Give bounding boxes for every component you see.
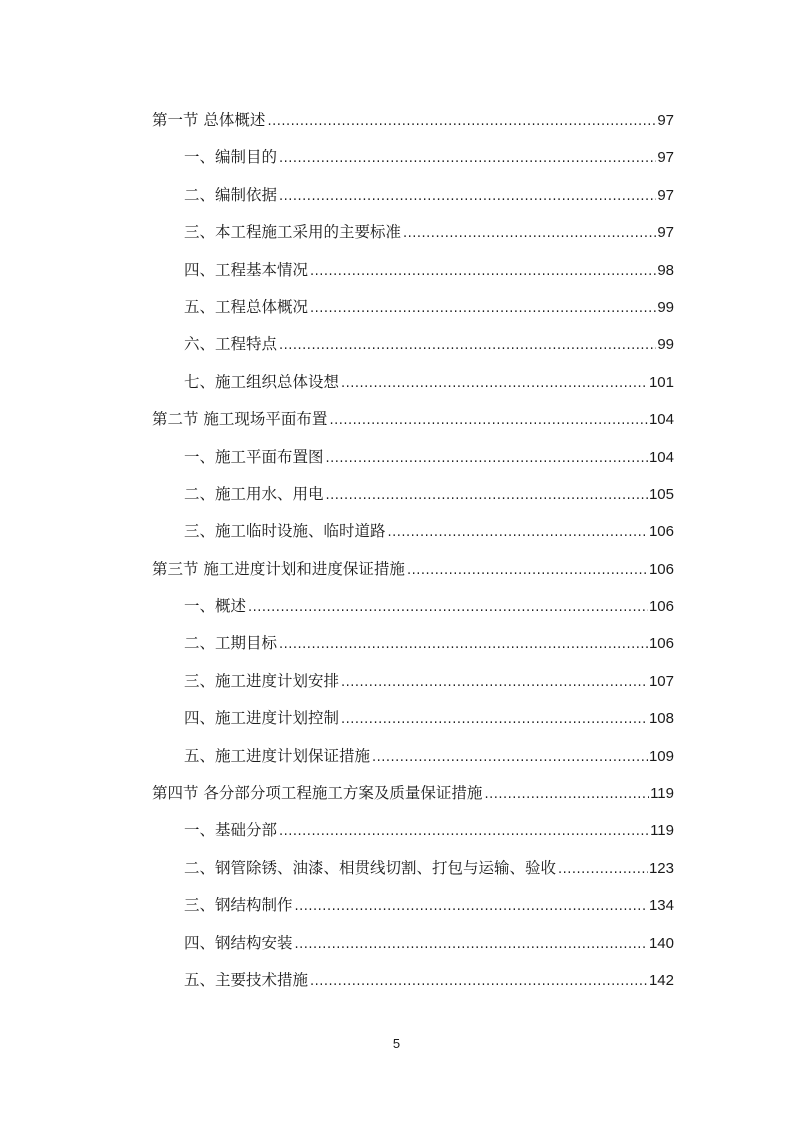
toc-entry[interactable] bbox=[152, 332, 674, 369]
toc-entry-title: 二、钢管除锈、油漆、相贯线切割、打包与运输、验收 bbox=[184, 858, 557, 877]
toc-entry[interactable] bbox=[152, 183, 674, 220]
dot-leader bbox=[326, 447, 648, 471]
toc-entry-page: 134 bbox=[648, 897, 674, 915]
toc-entry-title: 三、钢结构制作 bbox=[184, 896, 293, 915]
toc-entry-page: 106 bbox=[648, 523, 674, 541]
toc-entry-title: 四、施工进度计划控制 bbox=[184, 709, 340, 728]
dot-leader bbox=[329, 409, 648, 433]
toc-entry-page: 101 bbox=[648, 373, 674, 391]
toc-entry-page: 99 bbox=[657, 298, 674, 316]
dot-leader bbox=[326, 484, 648, 508]
toc-entry-page: 98 bbox=[657, 261, 674, 279]
toc-entry-title: 一、编制目的 bbox=[184, 148, 278, 167]
dot-leader bbox=[248, 596, 648, 620]
toc-entry[interactable] bbox=[152, 258, 674, 295]
toc-entry-title: 二、编制依据 bbox=[184, 185, 278, 204]
toc-entry-page: 104 bbox=[648, 448, 674, 466]
toc-entry-title: 六、工程特点 bbox=[184, 335, 278, 354]
toc-entry-page: 104 bbox=[648, 411, 674, 429]
dot-leader bbox=[279, 633, 648, 657]
dot-leader bbox=[279, 820, 649, 844]
toc-entry[interactable] bbox=[152, 781, 674, 818]
dot-leader bbox=[295, 933, 648, 957]
toc-entry-page: 142 bbox=[648, 971, 674, 989]
dot-leader bbox=[341, 372, 648, 396]
toc-entry[interactable] bbox=[152, 295, 674, 332]
dot-leader bbox=[295, 895, 648, 919]
toc-entry-title: 七、施工组织总体设想 bbox=[184, 372, 340, 391]
dot-leader bbox=[310, 970, 648, 994]
toc-entry-page: 140 bbox=[648, 934, 674, 952]
toc-entry[interactable] bbox=[152, 669, 674, 706]
toc-entry-page: 106 bbox=[648, 598, 674, 616]
toc-entry[interactable] bbox=[152, 744, 674, 781]
toc-entry-title: 四、工程基本情况 bbox=[184, 260, 309, 279]
toc-entry-title: 一、施工平面布置图 bbox=[184, 447, 324, 466]
dot-leader bbox=[279, 147, 656, 171]
toc-entry-page: 97 bbox=[657, 186, 674, 204]
toc-entry-page: 97 bbox=[657, 149, 674, 167]
toc-entry-title: 第三节 施工进度计划和进度保证措施 bbox=[152, 559, 405, 578]
toc-entry-page: 119 bbox=[650, 822, 674, 840]
dot-leader bbox=[403, 222, 656, 246]
toc-entry-page: 97 bbox=[657, 112, 674, 129]
toc-entry[interactable] bbox=[152, 482, 674, 519]
toc-entry-page: 119 bbox=[650, 785, 674, 803]
toc-entry-page: 106 bbox=[648, 560, 674, 578]
dot-leader bbox=[407, 559, 648, 583]
toc-entry-page: 97 bbox=[657, 224, 674, 242]
toc-entry-title: 五、施工进度计划保证措施 bbox=[184, 746, 371, 765]
dot-leader bbox=[341, 671, 648, 695]
toc-entry[interactable] bbox=[152, 108, 674, 145]
toc-entry-title: 一、基础分部 bbox=[184, 821, 278, 840]
toc-entry-title: 三、施工进度计划安排 bbox=[184, 671, 340, 690]
dot-leader bbox=[267, 110, 656, 134]
dot-leader bbox=[484, 783, 649, 807]
toc-entry-title: 五、工程总体概况 bbox=[184, 297, 309, 316]
toc-entry-title: 一、概述 bbox=[184, 597, 247, 616]
toc-entry-title: 三、本工程施工采用的主要标准 bbox=[184, 223, 402, 242]
dot-leader bbox=[388, 521, 648, 545]
toc-entry-title: 第二节 施工现场平面布置 bbox=[152, 410, 328, 429]
toc-entry[interactable] bbox=[152, 706, 674, 743]
toc-entry[interactable] bbox=[152, 594, 674, 631]
toc-entry[interactable] bbox=[152, 856, 674, 893]
table-of-contents bbox=[152, 108, 674, 1005]
toc-entry-title: 二、工期目标 bbox=[184, 634, 278, 653]
toc-entry[interactable] bbox=[152, 931, 674, 968]
toc-entry[interactable] bbox=[152, 145, 674, 182]
toc-entry-page: 109 bbox=[648, 747, 674, 765]
toc-entry-title: 二、施工用水、用电 bbox=[184, 484, 324, 503]
toc-entry[interactable] bbox=[152, 893, 674, 930]
toc-entry-title: 三、施工临时设施、临时道路 bbox=[184, 522, 386, 541]
toc-entry[interactable] bbox=[152, 557, 674, 594]
toc-entry[interactable] bbox=[152, 370, 674, 407]
toc-entry-page: 108 bbox=[648, 710, 674, 728]
toc-entry-page: 123 bbox=[648, 859, 674, 877]
toc-entry[interactable] bbox=[152, 445, 674, 482]
toc-entry[interactable] bbox=[152, 519, 674, 556]
toc-entry[interactable] bbox=[152, 818, 674, 855]
toc-entry-page: 106 bbox=[648, 635, 674, 653]
toc-entry[interactable] bbox=[152, 968, 674, 1005]
dot-leader bbox=[279, 185, 656, 209]
toc-entry-title: 四、钢结构安装 bbox=[184, 933, 293, 952]
dot-leader bbox=[279, 334, 656, 358]
dot-leader bbox=[310, 297, 656, 321]
toc-entry-page: 99 bbox=[657, 336, 674, 354]
toc-entry-page: 107 bbox=[648, 672, 674, 690]
toc-entry[interactable] bbox=[152, 631, 674, 668]
toc-entry-title: 第四节 各分部分项工程施工方案及质量保证措施 bbox=[152, 784, 483, 803]
toc-entry[interactable] bbox=[152, 220, 674, 257]
dot-leader bbox=[310, 260, 656, 284]
dot-leader bbox=[558, 858, 648, 882]
toc-entry[interactable] bbox=[152, 407, 674, 444]
dot-leader bbox=[341, 708, 648, 732]
toc-entry-title: 五、主要技术措施 bbox=[184, 970, 309, 989]
toc-entry-page: 105 bbox=[648, 485, 674, 503]
dot-leader bbox=[372, 746, 648, 770]
page-number: 5 bbox=[392, 1036, 401, 1051]
toc-entry-title: 第一节 总体概述 bbox=[152, 111, 266, 129]
